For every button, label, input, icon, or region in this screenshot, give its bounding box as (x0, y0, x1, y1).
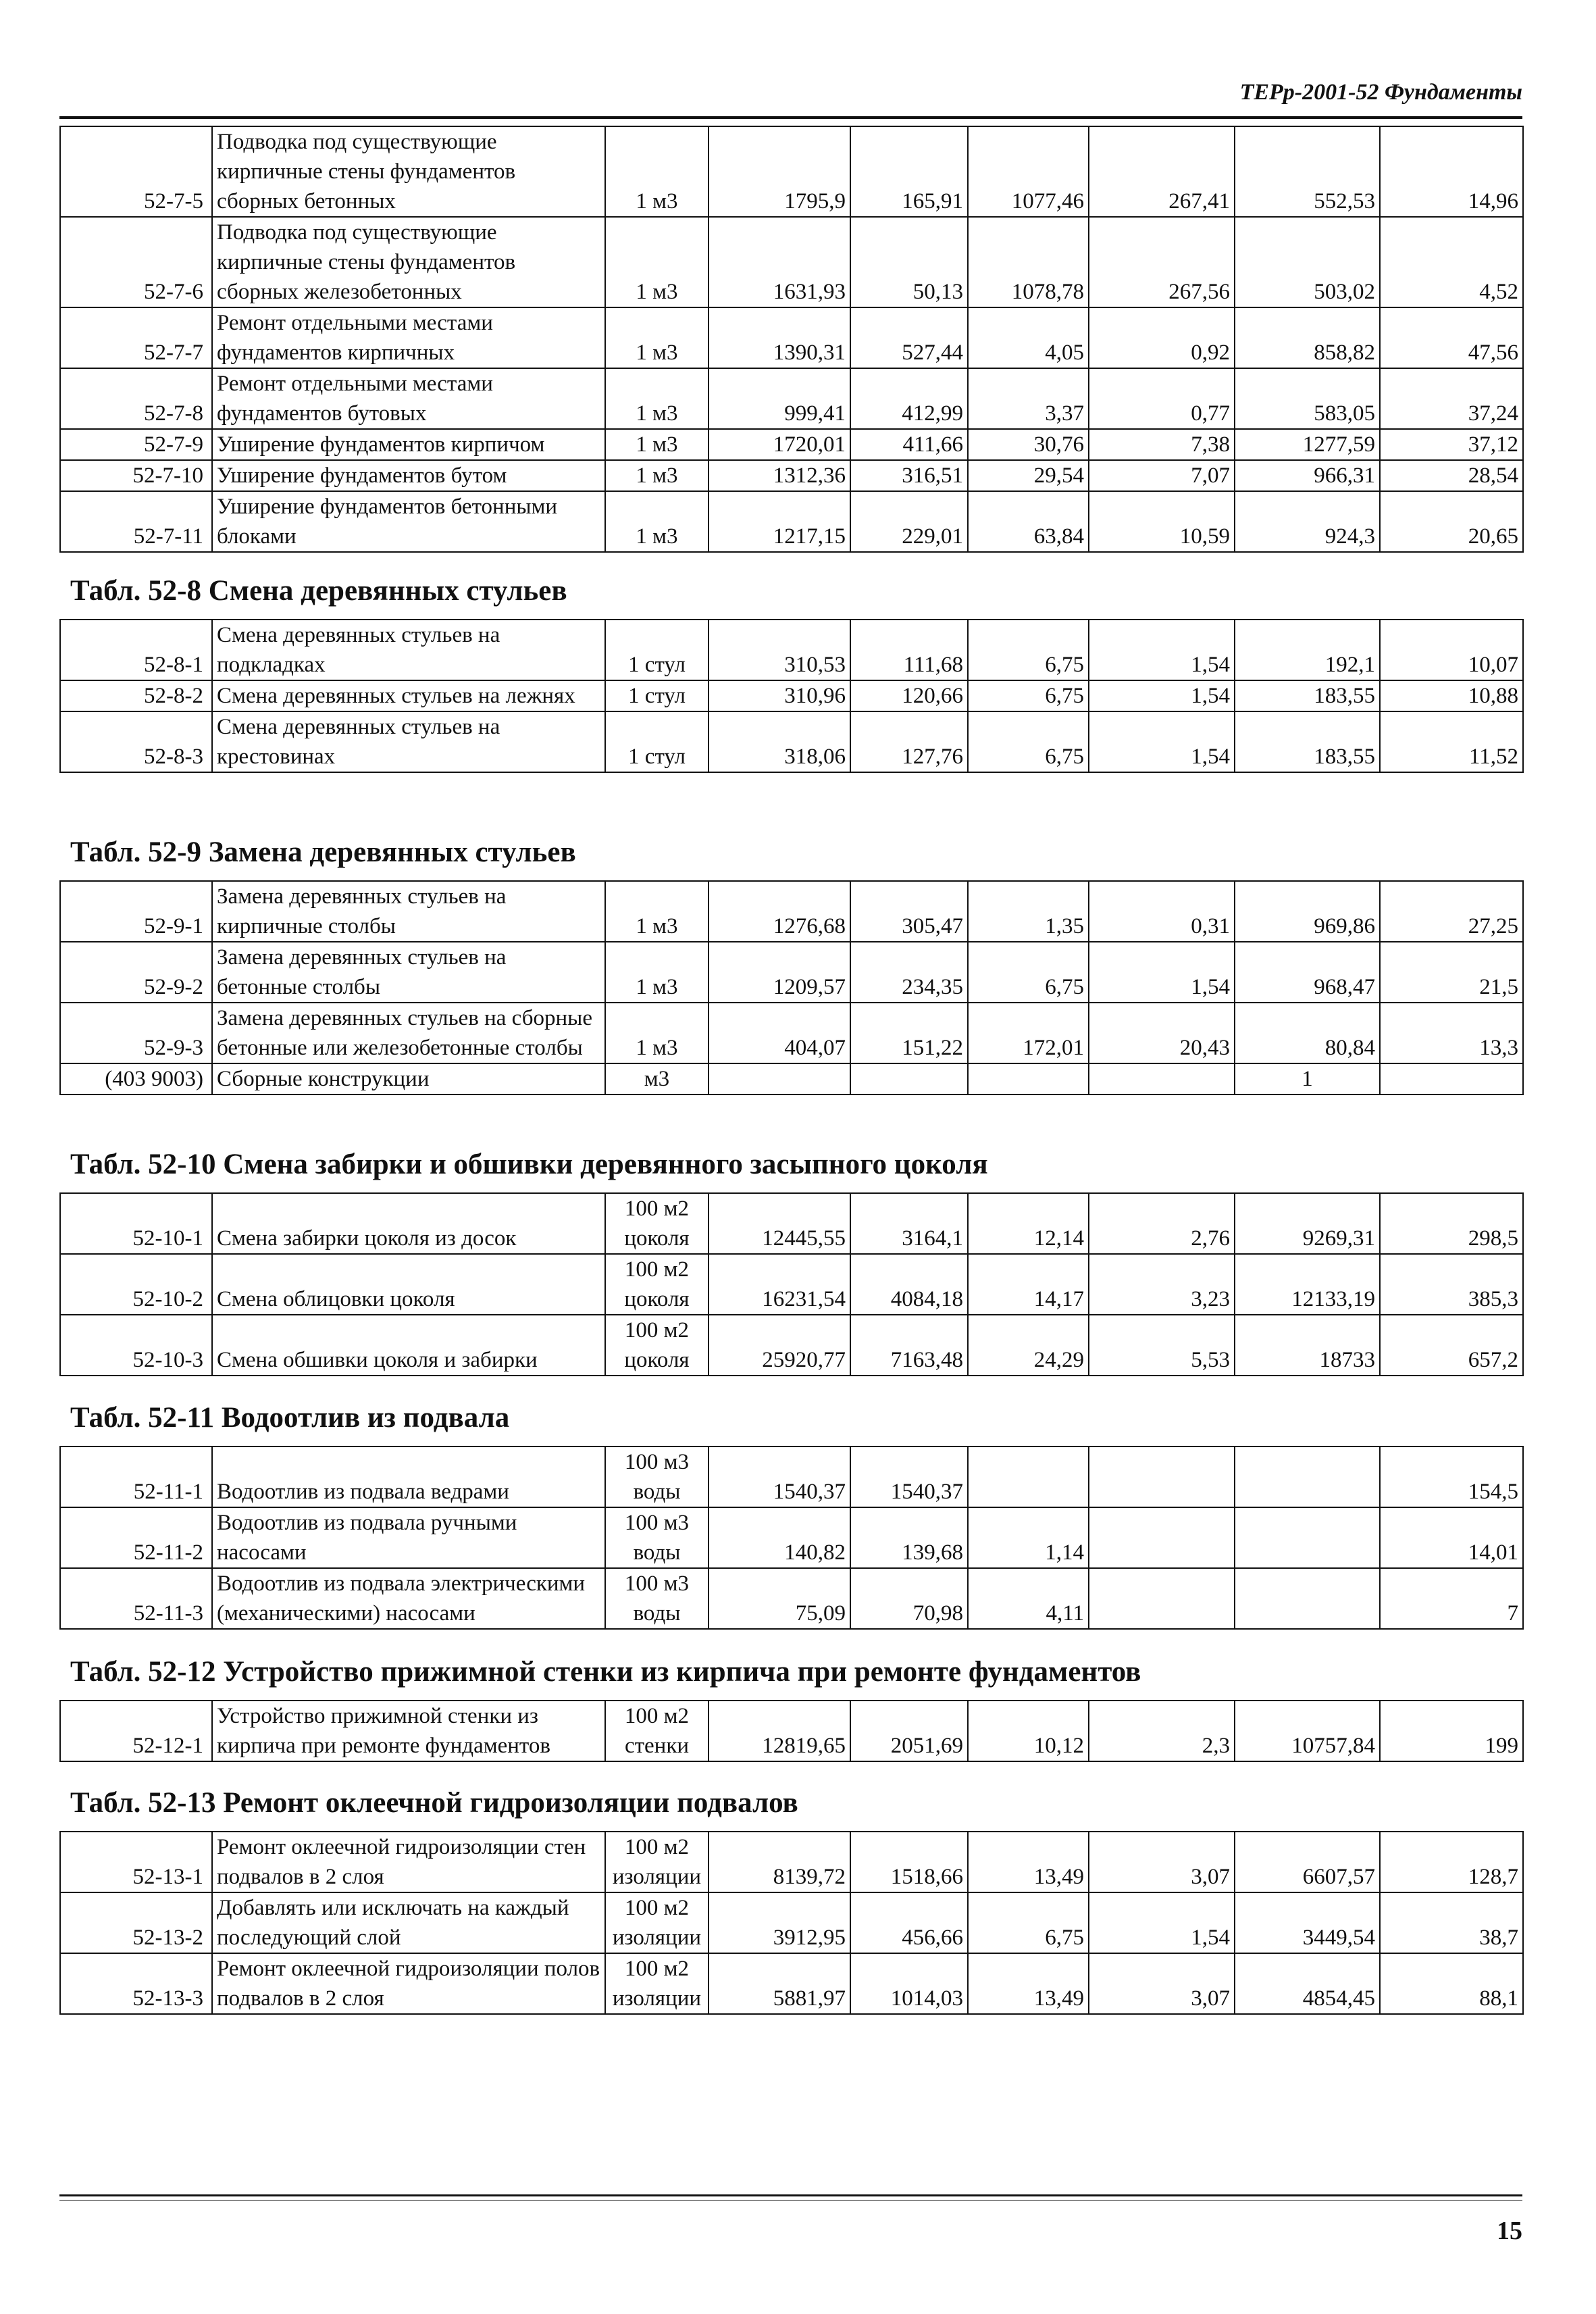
machinist-wages-cell: 0,77 (1089, 368, 1235, 429)
materials-cost-cell: 192,1 (1235, 620, 1380, 680)
table-row (60, 460, 1523, 491)
labor-hours-cell: 13,3 (1380, 1003, 1523, 1063)
table-row (60, 1193, 1523, 1254)
row-unit: 1 стул (605, 711, 709, 772)
wages-cell: 456,66 (850, 1892, 968, 1953)
machine-cost-cell: 1,14 (968, 1507, 1089, 1568)
materials-cost-cell (1235, 1507, 1380, 1568)
wages-cell: 120,66 (850, 680, 968, 711)
wages-cell: 7163,48 (850, 1315, 968, 1376)
empty-cell (709, 1063, 850, 1095)
labor-hours-cell: 14,96 (1380, 126, 1523, 217)
header-rule (59, 116, 1522, 119)
rates-table (59, 1831, 1524, 2015)
page-number: 15 (1497, 2217, 1522, 2245)
materials-cost-cell: 583,05 (1235, 368, 1380, 429)
machine-cost-cell: 1078,78 (968, 217, 1089, 307)
footer-rule (59, 2194, 1522, 2196)
total-cost-cell: 1276,68 (709, 881, 850, 942)
row-code: 52-7-7 (60, 307, 212, 368)
table-row (60, 881, 1523, 942)
labor-hours-cell: 4,52 (1380, 217, 1523, 307)
table-row (60, 307, 1523, 368)
table-52-10 (59, 1138, 1522, 1376)
labor-hours-cell: 37,24 (1380, 368, 1523, 429)
table-row (60, 126, 1523, 217)
labor-hours-cell: 21,5 (1380, 942, 1523, 1003)
row-unit: 1 м3 (605, 460, 709, 491)
row-name: Водоотлив из подвала ведрами (212, 1447, 605, 1507)
total-cost-cell: 999,41 (709, 368, 850, 429)
machinist-wages-cell: 1,54 (1089, 680, 1235, 711)
table-row (60, 1892, 1523, 1953)
empty-cell (968, 1063, 1089, 1095)
wages-cell: 1014,03 (850, 1953, 968, 2014)
total-cost-cell: 1631,93 (709, 217, 850, 307)
table-row (60, 1953, 1523, 2014)
labor-hours-cell: 14,01 (1380, 1507, 1523, 1568)
labor-hours-cell: 298,5 (1380, 1193, 1523, 1254)
machinist-wages-cell (1089, 1568, 1235, 1629)
wages-cell: 139,68 (850, 1507, 968, 1568)
wages-cell: 4084,18 (850, 1254, 968, 1315)
row-unit: 1 м3 (605, 429, 709, 460)
row-code: 52-8-2 (60, 680, 212, 711)
row-unit: 100 м2 цоколя (605, 1193, 709, 1254)
total-cost-cell: 16231,54 (709, 1254, 850, 1315)
row-name: Замена деревянных стульев на кирпичные столбы (212, 881, 605, 942)
table-caption: Табл. 52-13 Ремонт оклеечной гидроизоляции подвалов (70, 1787, 798, 1819)
wages-cell: 70,98 (850, 1568, 968, 1629)
row-code: 52-9-1 (60, 881, 212, 942)
machine-cost-cell (968, 1447, 1089, 1507)
rates-table (59, 619, 1524, 773)
wages-cell: 151,22 (850, 1003, 968, 1063)
wages-cell: 165,91 (850, 126, 968, 217)
labor-hours-cell: 7 (1380, 1568, 1523, 1629)
table-row (60, 1254, 1523, 1315)
materials-cost-cell: 969,86 (1235, 881, 1380, 942)
row-name: Смена облицовки цоколя (212, 1254, 605, 1315)
materials-cost-cell: 966,31 (1235, 460, 1380, 491)
table-row (60, 1832, 1523, 1892)
row-code: 52-8-1 (60, 620, 212, 680)
table-subrow (60, 1063, 1523, 1095)
row-unit: 1 м3 (605, 368, 709, 429)
labor-hours-cell: 657,2 (1380, 1315, 1523, 1376)
empty-cell (850, 1063, 968, 1095)
labor-hours-cell: 154,5 (1380, 1447, 1523, 1507)
table-row (60, 491, 1523, 552)
machine-cost-cell: 6,75 (968, 942, 1089, 1003)
wages-cell: 1518,66 (850, 1832, 968, 1892)
machinist-wages-cell: 1,54 (1089, 711, 1235, 772)
machinist-wages-cell: 1,54 (1089, 620, 1235, 680)
labor-hours-cell: 38,7 (1380, 1892, 1523, 1953)
table-caption: Табл. 52-11 Водоотлив из подвала (70, 1402, 510, 1434)
rates-table (59, 1192, 1524, 1376)
table-row (60, 368, 1523, 429)
table-row (60, 620, 1523, 680)
row-unit: 100 м2 изоляции (605, 1953, 709, 2014)
row-code: 52-7-5 (60, 126, 212, 217)
total-cost-cell: 25920,77 (709, 1315, 850, 1376)
row-name: Уширение фундаментов бутом (212, 460, 605, 491)
labor-hours-cell: 28,54 (1380, 460, 1523, 491)
row-code: 52-7-11 (60, 491, 212, 552)
labor-hours-cell: 10,07 (1380, 620, 1523, 680)
machine-cost-cell: 13,49 (968, 1832, 1089, 1892)
row-code: 52-10-2 (60, 1254, 212, 1315)
row-unit: 1 м3 (605, 126, 709, 217)
table-row (60, 1315, 1523, 1376)
total-cost-cell: 1390,31 (709, 307, 850, 368)
empty-cell (1380, 1063, 1523, 1095)
running-title: ТЕРр-2001-52 Фундаменты (1239, 80, 1522, 105)
machine-cost-cell: 1077,46 (968, 126, 1089, 217)
labor-hours-cell: 128,7 (1380, 1832, 1523, 1892)
materials-cost-cell: 80,84 (1235, 1003, 1380, 1063)
table-caption: Табл. 52-9 Замена деревянных стульев (70, 836, 576, 868)
row-name: Смена деревянных стульев на крестовинах (212, 711, 605, 772)
wages-cell: 2051,69 (850, 1701, 968, 1761)
row-name: Смена деревянных стульев на подкладках (212, 620, 605, 680)
row-unit: 100 м2 цоколя (605, 1315, 709, 1376)
wages-cell: 234,35 (850, 942, 968, 1003)
row-unit: 1 м3 (605, 491, 709, 552)
machine-cost-cell: 29,54 (968, 460, 1089, 491)
total-cost-cell: 12445,55 (709, 1193, 850, 1254)
materials-cost-cell (1235, 1568, 1380, 1629)
total-cost-cell: 5881,97 (709, 1953, 850, 2014)
machinist-wages-cell: 1,54 (1089, 1892, 1235, 1953)
machine-cost-cell: 13,49 (968, 1953, 1089, 2014)
machine-cost-cell: 3,37 (968, 368, 1089, 429)
machinist-wages-cell: 7,38 (1089, 429, 1235, 460)
row-name: Ремонт отдельными местами фундаментов кирпичных (212, 307, 605, 368)
machinist-wages-cell (1089, 1447, 1235, 1507)
row-unit: 100 м3 воды (605, 1507, 709, 1568)
total-cost-cell: 75,09 (709, 1568, 850, 1629)
total-cost-cell: 310,96 (709, 680, 850, 711)
row-unit: 100 м3 воды (605, 1447, 709, 1507)
rates-table (59, 1446, 1524, 1630)
table-52-8 (59, 565, 1522, 773)
row-unit: 1 стул (605, 620, 709, 680)
total-cost-cell: 1540,37 (709, 1447, 850, 1507)
machinist-wages-cell: 267,56 (1089, 217, 1235, 307)
materials-cost-cell (1235, 1447, 1380, 1507)
total-cost-cell: 12819,65 (709, 1701, 850, 1761)
machinist-wages-cell: 267,41 (1089, 126, 1235, 217)
row-code: 52-9-3 (60, 1003, 212, 1063)
total-cost-cell: 1217,15 (709, 491, 850, 552)
machinist-wages-cell: 3,07 (1089, 1953, 1235, 2014)
row-unit: 100 м2 изоляции (605, 1832, 709, 1892)
labor-hours-cell: 37,12 (1380, 429, 1523, 460)
machine-cost-cell: 4,11 (968, 1568, 1089, 1629)
row-unit: 100 м3 воды (605, 1568, 709, 1629)
row-code: 52-13-2 (60, 1892, 212, 1953)
row-name: Ремонт оклеечной гидроизоляции полов подвалов в 2 слоя (212, 1953, 605, 2014)
machinist-wages-cell: 10,59 (1089, 491, 1235, 552)
table-row (60, 1447, 1523, 1507)
materials-cost-cell: 552,53 (1235, 126, 1380, 217)
wages-cell: 3164,1 (850, 1193, 968, 1254)
row-code: 52-9-2 (60, 942, 212, 1003)
total-cost-cell: 3912,95 (709, 1892, 850, 1953)
total-cost-cell: 1209,57 (709, 942, 850, 1003)
materials-cost-cell: 4854,45 (1235, 1953, 1380, 2014)
row-name: Смена забирки цоколя из досок (212, 1193, 605, 1254)
machine-cost-cell: 14,17 (968, 1254, 1089, 1315)
row-name: Добавлять или исключать на каждый последующий слой (212, 1892, 605, 1953)
row-code: 52-11-1 (60, 1447, 212, 1507)
labor-hours-cell: 199 (1380, 1701, 1523, 1761)
materials-cost-cell: 12133,19 (1235, 1254, 1380, 1315)
row-code: 52-7-8 (60, 368, 212, 429)
row-name: Замена деревянных стульев на бетонные столбы (212, 942, 605, 1003)
row-name: Ремонт оклеечной гидроизоляции стен подвалов в 2 слоя (212, 1832, 605, 1892)
wages-cell: 1540,37 (850, 1447, 968, 1507)
materials-cost-cell: 1277,59 (1235, 429, 1380, 460)
materials-cost-cell: 183,55 (1235, 680, 1380, 711)
table-row (60, 1003, 1523, 1063)
labor-hours-cell: 11,52 (1380, 711, 1523, 772)
table-row (60, 217, 1523, 307)
row-code: 52-11-2 (60, 1507, 212, 1568)
machine-cost-cell: 4,05 (968, 307, 1089, 368)
total-cost-cell: 1795,9 (709, 126, 850, 217)
machinist-wages-cell: 20,43 (1089, 1003, 1235, 1063)
subrow-code: (403 9003) (60, 1063, 212, 1095)
row-name: Водоотлив из подвала электрическими (механическими) насосами (212, 1568, 605, 1629)
machinist-wages-cell: 5,53 (1089, 1315, 1235, 1376)
table-52-7 (59, 126, 1522, 553)
empty-cell (1089, 1063, 1235, 1095)
row-unit: 100 м2 цоколя (605, 1254, 709, 1315)
machinist-wages-cell: 0,31 (1089, 881, 1235, 942)
table-52-9 (59, 826, 1522, 1095)
total-cost-cell: 140,82 (709, 1507, 850, 1568)
subrow-name: Сборные конструкции (212, 1063, 605, 1095)
row-unit: 1 м3 (605, 942, 709, 1003)
machinist-wages-cell: 3,23 (1089, 1254, 1235, 1315)
row-unit: 1 м3 (605, 307, 709, 368)
row-unit: 1 м3 (605, 881, 709, 942)
table-row (60, 1701, 1523, 1761)
materials-cost-cell: 10757,84 (1235, 1701, 1380, 1761)
rates-table (59, 126, 1524, 553)
machine-cost-cell: 24,29 (968, 1315, 1089, 1376)
total-cost-cell: 1720,01 (709, 429, 850, 460)
machinist-wages-cell: 0,92 (1089, 307, 1235, 368)
machinist-wages-cell: 1,54 (1089, 942, 1235, 1003)
row-unit: 100 м2 изоляции (605, 1892, 709, 1953)
machinist-wages-cell: 2,76 (1089, 1193, 1235, 1254)
table-row (60, 711, 1523, 772)
machinist-wages-cell (1089, 1507, 1235, 1568)
row-name: Подводка под существующие кирпичные стены фундаментов сборных бетонных (212, 126, 605, 217)
machine-cost-cell: 63,84 (968, 491, 1089, 552)
materials-cost-cell: 924,3 (1235, 491, 1380, 552)
machine-cost-cell: 6,75 (968, 680, 1089, 711)
materials-cost-cell: 183,55 (1235, 711, 1380, 772)
wages-cell: 229,01 (850, 491, 968, 552)
row-code: 52-10-1 (60, 1193, 212, 1254)
machine-cost-cell: 6,75 (968, 1892, 1089, 1953)
row-code: 52-13-3 (60, 1953, 212, 2014)
wages-cell: 316,51 (850, 460, 968, 491)
machine-cost-cell: 6,75 (968, 711, 1089, 772)
materials-cost-cell: 858,82 (1235, 307, 1380, 368)
table-row (60, 429, 1523, 460)
table-row (60, 1568, 1523, 1629)
labor-hours-cell: 10,88 (1380, 680, 1523, 711)
table-52-12 (59, 1646, 1522, 1762)
materials-cost-cell: 9269,31 (1235, 1193, 1380, 1254)
materials-cost-cell: 6607,57 (1235, 1832, 1380, 1892)
total-cost-cell: 8139,72 (709, 1832, 850, 1892)
machine-cost-cell: 30,76 (968, 429, 1089, 460)
row-code: 52-7-6 (60, 217, 212, 307)
row-name: Ремонт отдельными местами фундаментов бутовых (212, 368, 605, 429)
machinist-wages-cell: 3,07 (1089, 1832, 1235, 1892)
wages-cell: 411,66 (850, 429, 968, 460)
rates-table (59, 1700, 1524, 1762)
wages-cell: 305,47 (850, 881, 968, 942)
table-row (60, 942, 1523, 1003)
wages-cell: 412,99 (850, 368, 968, 429)
machine-cost-cell: 10,12 (968, 1701, 1089, 1761)
machine-cost-cell: 6,75 (968, 620, 1089, 680)
machine-cost-cell: 172,01 (968, 1003, 1089, 1063)
total-cost-cell: 1312,36 (709, 460, 850, 491)
wages-cell: 111,68 (850, 620, 968, 680)
table-52-11 (59, 1392, 1522, 1630)
wages-cell: 527,44 (850, 307, 968, 368)
machine-cost-cell: 1,35 (968, 881, 1089, 942)
row-code: 52-12-1 (60, 1701, 212, 1761)
table-caption: Табл. 52-12 Устройство прижимной стенки из кирпича при ремонте фундаментов (70, 1656, 1141, 1688)
machine-cost-cell: 12,14 (968, 1193, 1089, 1254)
labor-hours-cell: 47,56 (1380, 307, 1523, 368)
materials-cost-cell: 18733 (1235, 1315, 1380, 1376)
total-cost-cell: 404,07 (709, 1003, 850, 1063)
row-name: Уширение фундаментов кирпичом (212, 429, 605, 460)
materials-qty-cell: 1 (1235, 1063, 1380, 1095)
row-unit: 1 м3 (605, 217, 709, 307)
row-code: 52-11-3 (60, 1568, 212, 1629)
labor-hours-cell: 88,1 (1380, 1953, 1523, 2014)
row-name: Замена деревянных стульев на сборные бетонные или железобетонные столбы (212, 1003, 605, 1063)
table-52-13 (59, 1777, 1522, 2015)
row-name: Водоотлив из подвала ручными насосами (212, 1507, 605, 1568)
row-name: Устройство прижимной стенки из кирпича при ремонте фундаментов (212, 1701, 605, 1761)
row-code: 52-13-1 (60, 1832, 212, 1892)
row-name: Подводка под существующие кирпичные стены фундаментов сборных железобетонных (212, 217, 605, 307)
row-unit: 100 м2 стенки (605, 1701, 709, 1761)
rates-table (59, 880, 1524, 1095)
row-unit: 1 м3 (605, 1003, 709, 1063)
table-caption: Табл. 52-8 Смена деревянных стульев (70, 575, 567, 607)
row-name: Смена обшивки цоколя и забирки (212, 1315, 605, 1376)
subrow-unit: м3 (605, 1063, 709, 1095)
materials-cost-cell: 968,47 (1235, 942, 1380, 1003)
table-row (60, 680, 1523, 711)
wages-cell: 50,13 (850, 217, 968, 307)
machinist-wages-cell: 2,3 (1089, 1701, 1235, 1761)
labor-hours-cell: 20,65 (1380, 491, 1523, 552)
total-cost-cell: 318,06 (709, 711, 850, 772)
row-code: 52-7-10 (60, 460, 212, 491)
row-unit: 1 стул (605, 680, 709, 711)
table-caption: Табл. 52-10 Смена забирки и обшивки деревянного засыпного цоколя (70, 1149, 988, 1180)
machinist-wages-cell: 7,07 (1089, 460, 1235, 491)
row-name: Смена деревянных стульев на лежнях (212, 680, 605, 711)
table-row (60, 1507, 1523, 1568)
total-cost-cell: 310,53 (709, 620, 850, 680)
labor-hours-cell: 27,25 (1380, 881, 1523, 942)
wages-cell: 127,76 (850, 711, 968, 772)
materials-cost-cell: 503,02 (1235, 217, 1380, 307)
row-code: 52-8-3 (60, 711, 212, 772)
labor-hours-cell: 385,3 (1380, 1254, 1523, 1315)
row-name: Уширение фундаментов бетонными блоками (212, 491, 605, 552)
materials-cost-cell: 3449,54 (1235, 1892, 1380, 1953)
row-code: 52-7-9 (60, 429, 212, 460)
row-code: 52-10-3 (60, 1315, 212, 1376)
